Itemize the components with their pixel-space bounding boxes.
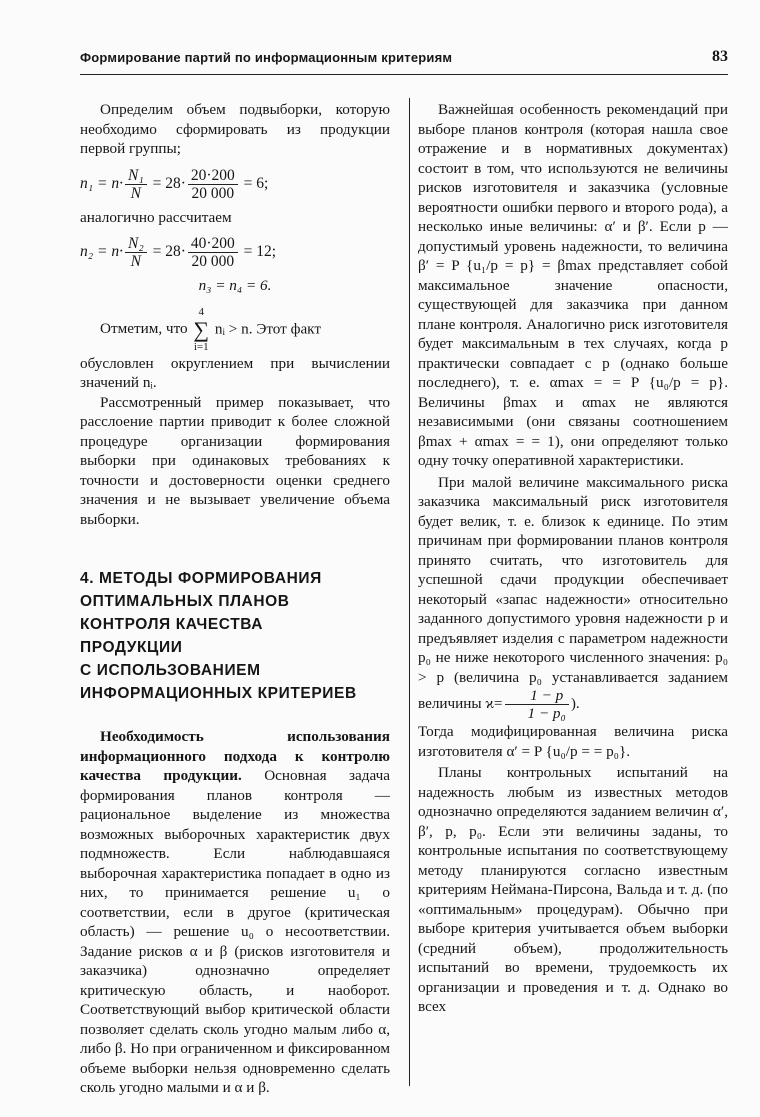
fraction <box>188 235 238 270</box>
sum-pre-text: Отметим, что <box>100 319 188 337</box>
sum-statement <box>80 306 390 354</box>
fraction-denominator: N <box>130 184 142 202</box>
eq-lhs: n₂ = n· <box>80 243 123 261</box>
fraction-denominator: 20 000 <box>191 253 235 270</box>
left-column <box>80 100 390 1098</box>
section-title <box>80 567 390 705</box>
fraction-numerator: N₁ <box>125 167 147 185</box>
column-divider <box>409 98 410 1086</box>
eq-end: = 6; <box>243 174 269 192</box>
equation-n2 <box>80 235 390 270</box>
paragraph: аналогично рассчитаем <box>80 208 232 226</box>
paragraph-body: При малой величине максимального риска заказчика максимальный риск изготовителя будет велик, т. е. близок к единице. По этим причинам при формировании планов контроля принято считать, что изготовитель для успешной сдачи продукции обеспечивает некоторый «запас надежности» относительно заданного допустимого уровня надежности p и предъявляет изделия с параметром надежности p₀ не ниже некоторого численного значения: p₀ > p (величина p₀ устанавливается заданием величины ϰ= <box>418 473 728 712</box>
header-rule <box>80 74 728 75</box>
summation <box>193 306 209 354</box>
fraction-numerator: 20·200 <box>188 167 238 185</box>
section-title-line: 4. МЕТОДЫ ФОРМИРОВАНИЯ <box>80 570 322 587</box>
fraction-denominator: 20 000 <box>191 184 235 202</box>
eq-end: = 12; <box>243 243 277 261</box>
paragraph: Планы контрольных испытаний на надежность любым из известных методов однозначно определяются заданием величин α′, β′, p, p₀. Если эти величины заданы, то контрольные испытания по соответствующему методу планируются согласно известным критериям Неймана-Пирсона, Вальда и т. д. (по «оптимальным» процедурам). Обычно при выборе критерия учитывается объем выборки (средний объем), продолжительность испытаний во времени, трудоемкость их организации и проведения и т. д. Однако во всех <box>418 764 728 1015</box>
fraction-numerator: 40·200 <box>188 235 238 253</box>
paragraph <box>80 727 390 1098</box>
paragraph: Рассмотренный пример показывает, что расслоение партии приводит к более сложной процедуре организации формирования выборки при одинаковых требованиях к точности и достоверности оценки среднего значения и не вызывает увеличение объема выборки. <box>80 393 390 528</box>
section-title-line: С ИСПОЛЬЗОВАНИЕМ <box>80 662 261 679</box>
eq-lhs: n₁ = n· <box>80 174 123 192</box>
paragraph: Тогда модифицированная величина риска изготовителя α′ = P {u₀/p = = p₀}. <box>418 723 728 760</box>
sum-upper-limit: 4 <box>198 305 204 318</box>
sum-post-text: nᵢ > n. Этот факт <box>214 319 322 337</box>
fraction-numerator: N₂ <box>125 235 147 253</box>
fraction <box>125 167 147 202</box>
fraction <box>125 235 147 270</box>
section-title-line: КОНТРОЛЯ КАЧЕСТВА <box>80 616 264 633</box>
paragraph-end: ). <box>570 694 580 712</box>
equation-n1 <box>80 167 390 202</box>
eq-mid: = 28· <box>152 174 186 192</box>
fraction-numerator: 1 − p <box>505 687 569 705</box>
paragraph: Важнейшая особенность рекомендаций при выборе планов контроля (которая нашла свое отражение и в нормативных документах) состоит в том, что используются не величины рисков изготовителя и заказчика (условные вероятности ошибки первого и второго рода), а несколько иные величины: α′ и β′. Если p — допустимый уровень надежности, то величина β′ = P {u₁/p = p} = βmax представляет собой максимальное значение опасности, существующей для заказчика при данном плане контроля. Аналогично риск изготовителя будет максимальным в тех случаях, когда p практически совпадает с p (однако больше последнего), т. е. αmax = = P {u₀/p = p}. Величины βmax и αmax не являются независимыми (они связаны соотношением βmax + αmax = = 1), они определяют только одну точку оперативной характеристики. <box>418 101 728 469</box>
paragraph-body: Основная задача формирования планов контроля — рациональное выделение из множества возможных выборочных характеристик двух подмножеств. Если наблюдавшаяся выборочная характеристика попадает в одно из них, то принимается решение u₁ о соответствии, если в другое (критическая область) — решение u₀ о несоответствии. Задание рисков α и β (рисков изготовителя и заказчика) однозначно определяет критическую область, и наоборот. Соответствующий выбор критической области позволяет сделать сколь угодно малым либо α, либо β. Но при ограниченном и фиксированном объеме выборки нельзя одновременно сделать сколь угодно малыми и α и β. <box>80 767 390 1096</box>
right-column <box>418 100 728 1017</box>
paragraph: обусловлен округлением при вычислении значений nᵢ. <box>80 354 390 391</box>
sum-lower-limit: i=1 <box>193 340 209 353</box>
paragraph <box>418 473 728 723</box>
section-title-line: ОПТИМАЛЬНЫХ ПЛАНОВ <box>80 593 290 610</box>
page-number: 83 <box>712 48 728 65</box>
paragraph: Определим объем подвыборки, которую необходимо сформировать из продукции первой группы; <box>80 101 390 157</box>
section-title-line: ПРОДУКЦИИ <box>80 639 183 656</box>
sigma-icon: ∑ <box>193 316 210 342</box>
fraction-denominator: N <box>130 253 142 270</box>
fraction <box>188 167 238 202</box>
eq-text: n₃ = n₄ = 6. <box>198 277 272 294</box>
fraction-denominator: 1 − p₀ <box>527 705 566 722</box>
eq-mid: = 28· <box>152 243 186 261</box>
equation-n3-n4 <box>80 276 390 296</box>
section-title-line: ИНФОРМАЦИОННЫХ КРИТЕРИЕВ <box>80 685 357 702</box>
running-title: Формирование партий по информационным критериям <box>80 50 453 65</box>
fraction <box>505 687 569 722</box>
running-header <box>80 48 728 70</box>
paragraph-lead: Необходимость использования информационного подхода к контролю качества продукции. <box>80 728 390 784</box>
